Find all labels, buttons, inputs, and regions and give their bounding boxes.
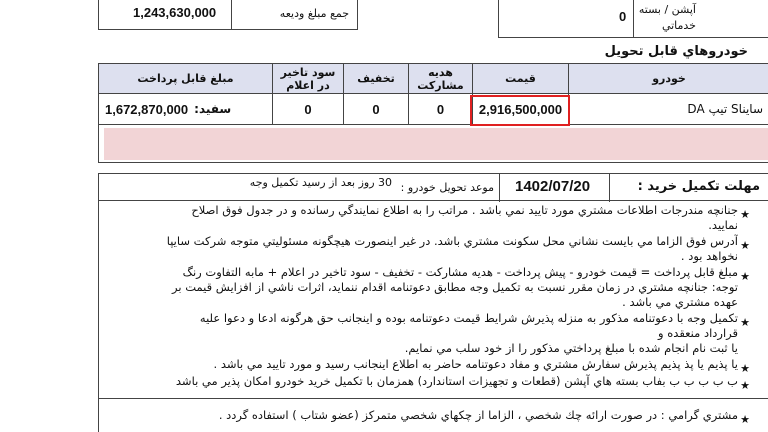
options-label-line2: خدماتي — [661, 19, 696, 32]
price-value: 2,916,500,000 — [478, 101, 563, 117]
delivery-value: 30 روز بعد از رسيد تكميل وجه — [249, 176, 392, 189]
header-discount: تخفيف — [344, 64, 409, 94]
options-divider — [633, 0, 634, 38]
payable-value: 1,672,870,000 — [105, 101, 189, 117]
cell-gift: 0 — [409, 94, 473, 124]
cell-discount: 0 — [344, 94, 409, 124]
deposit-divider — [231, 0, 232, 30]
price-highlight — [470, 95, 570, 126]
header-car: خودرو — [569, 64, 768, 94]
note-bullet-4: ★ — [740, 316, 750, 329]
note-bullet-5: ★ — [740, 362, 750, 375]
deadline-label: مهلت تكميل خريد : — [637, 179, 760, 194]
deadline-divider-2 — [499, 174, 500, 202]
note-bullet-1: ★ — [740, 208, 750, 221]
note-line-12: ب ب ب ب ب بفاب بسته هاي آپشن (قطعات و تجهيزات استاندارد) همزمان با تكميل خريد خودرو امكان پذير مي باشد — [175, 374, 738, 388]
note-line-5: مبلغ قابل پرداخت = قيمت خودرو - پيش پرداخت - هديه مشاركت - تخفيف - سود تاخير در اعلام + مابه التفاوت رنگ — [182, 265, 738, 279]
note-line-10: يا ثبت نام انجام شده با مبلغ پرداختي مذكور را از خود سلب مي نمايم. — [404, 341, 738, 355]
deposit-value: 1,243,630,000 — [133, 5, 217, 20]
note-line-3: آدرس فوق الزاما مي بايست نشاني محل سكونت مشتري باشد. در غير اينصورت هيچگونه مسئوليتي متوجه شركت سايپا — [166, 234, 738, 248]
header-gift: هديه مشاركت — [409, 64, 473, 94]
pink-band — [104, 128, 768, 160]
deposit-label: جمع مبلغ وديعه — [279, 7, 349, 20]
notes-divider — [98, 398, 768, 399]
note-line-9: قرارداد منعقده و — [658, 326, 738, 340]
section-title: خودروهاي قابل تحويل — [604, 44, 748, 59]
note-bullet-3: ★ — [740, 270, 750, 283]
note-line-6: توجه: جنانچه مشتري در زمان مقرر نسبت به تكميل وجه مطابق دعوتنامه اقدام ننمايد، اثرات ناشي از افزايش قيمت بر — [172, 280, 738, 294]
cell-late-profit: 0 — [273, 94, 344, 124]
note-line-11: يا پذيم يا پذ پذيم پذيرش سفارش مشتري و مفاد دعوتنامه حاضر به اطلاع اينجانب رسيد و مورد تاييد مي باشد . — [213, 357, 738, 371]
note-line-1: جنانچه مندرجات اطلاعات مشتري مورد تاييد نمي باشد . مراتب را به اطلاع نمايندگي رسانده و در جدول فوق اصلاح — [191, 203, 738, 217]
note-bullet-7: ★ — [740, 413, 750, 426]
note-line-8: تكميل وجه با دعوتنامه مذكور به منزله پذيرش شرايط قيمت دعوتنامه بوده و اينجانب حق هرگونه ادعا و دعوا عليه — [199, 311, 738, 325]
note-line-7: عهده مشتري مي باشد . — [622, 295, 738, 309]
payable-prefix: سفيد: — [194, 102, 232, 116]
note-line-13: مشتري گرامي : در صورت ارائه چك شخصي ، الزاما از چكهاي شخصي متمركز (عضو شتاب ) استفاده گردد . — [218, 408, 738, 422]
header-late-profit: سود تاخير در اعلام — [273, 64, 344, 94]
deadline-date: 1402/07/20 — [515, 178, 591, 195]
header-price: قيمت — [473, 64, 569, 94]
note-bullet-2: ★ — [740, 239, 750, 252]
note-line-4: نخواهد بود . — [680, 249, 738, 263]
deadline-box — [98, 173, 768, 201]
note-bullet-6: ★ — [740, 379, 750, 392]
delivery-label: موعد تحويل خودرو : — [400, 181, 494, 194]
options-box — [498, 0, 768, 38]
deadline-divider-1 — [609, 174, 610, 202]
header-payable: مبلغ قابل پرداخت — [99, 64, 273, 94]
options-label-line1: آپشن / بسته — [638, 3, 696, 16]
cell-car: سايناS تيپ DA — [687, 102, 763, 116]
options-value: 0 — [619, 9, 627, 24]
cell-payable — [99, 94, 273, 124]
deposit-box — [98, 0, 358, 30]
note-line-2: نماييد. — [708, 218, 738, 232]
